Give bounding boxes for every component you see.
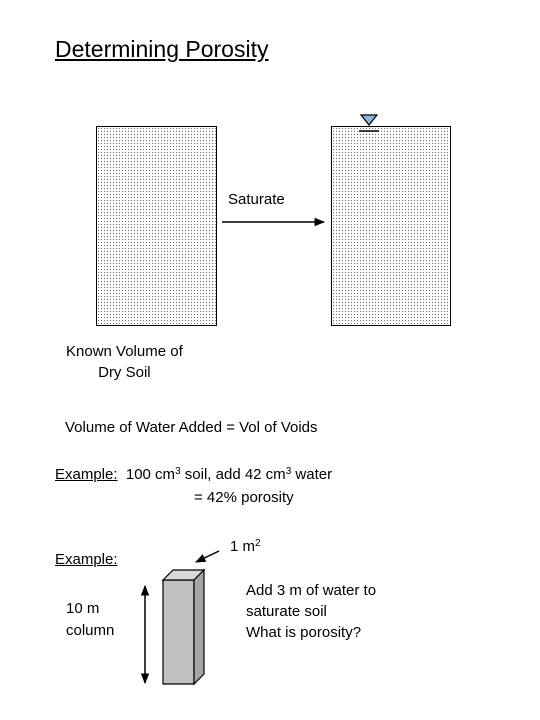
example-one-label: Example: [55, 466, 118, 483]
water-table-icon [359, 115, 379, 131]
column-area-text: 1 m [230, 538, 256, 555]
question-line2: saturate soil [246, 603, 327, 620]
example-one-exponent2: 3 [285, 466, 292, 477]
porosity-rule: Volume of Water Added = Vol of Voids [65, 419, 318, 436]
dry-soil-label-line2: Dry Soil [98, 364, 151, 381]
question-line1: Add 3 m of water to [246, 582, 377, 599]
soil-column-3d [163, 570, 204, 684]
example-one-text-part1: 100 cm [117, 466, 176, 483]
example-one-text-part2: soil, add 42 cm [180, 466, 286, 483]
example-two-label: Example: [55, 551, 118, 568]
area-pointer-arrow [196, 551, 219, 562]
column-height-line1: 10 m [66, 600, 100, 617]
example-one-result: = 42% porosity [194, 489, 294, 506]
example-one-exponent1: 3 [175, 466, 181, 477]
column-height-line2: column [66, 622, 115, 639]
question-line3: What is porosity? [246, 624, 362, 641]
dry-soil-label-line1: Known Volume of [66, 343, 183, 360]
example-one-text-part3: water [291, 466, 333, 483]
saturate-label: Saturate [228, 191, 285, 208]
page-title: Determining Porosity [55, 36, 269, 62]
column-area-exponent: 2 [255, 538, 261, 549]
